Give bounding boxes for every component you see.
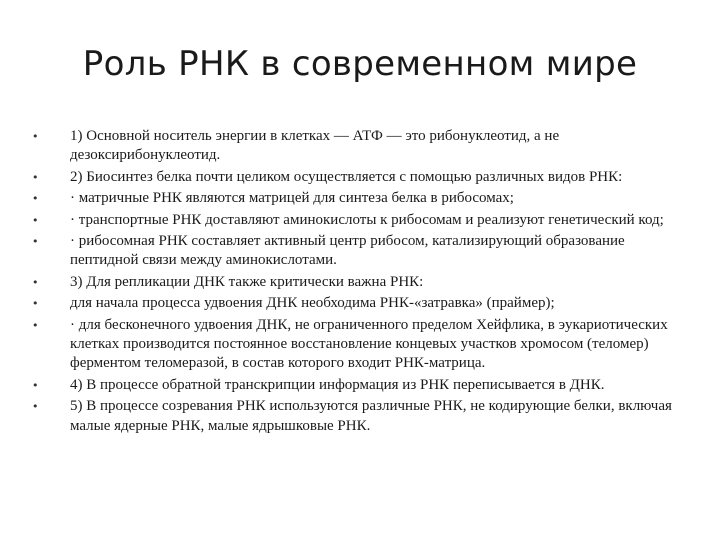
bullet-item (32, 294, 682, 313)
slide-title: Роль РНК в современном мире (82, 44, 638, 84)
bullet-text: · транспортные РНК доставляют аминокислоты к рибосомам и реализуют генетический код; (70, 211, 664, 228)
bullet-item (32, 127, 682, 166)
bullet-text: 2) Биосинтез белка почти целиком осуществляется с помощью различных видов РНК: (70, 168, 623, 185)
bullet-text: · рибосомная РНК составляет активный центр рибосом, катализирующий образование пептидной связи между аминокислотами. (70, 233, 625, 269)
bullet-text: 5) В процессе созревания РНК используются различные РНК, не кодирующие белки, включая малые ядерные РНК, малые ядрышковые РНК. (70, 398, 672, 434)
bullet-item (32, 376, 682, 395)
bullet-icon: • (32, 378, 39, 392)
bullet-icon: • (32, 130, 39, 143)
bullet-icon: • (32, 275, 39, 289)
bullet-item (32, 168, 682, 187)
bullet-text: для начала процесса удвоения ДНК необходима РНК-«затравка» (праймер); (70, 295, 555, 312)
bullet-item (32, 397, 682, 436)
bullet-text: 4) В процессе обратной транскрипции информация из РНК переписывается в ДНК. (70, 376, 605, 393)
bullet-item (32, 232, 682, 271)
bullet-icon: • (32, 297, 39, 311)
bullet-item (32, 189, 682, 208)
bullet-icon: • (32, 235, 39, 249)
bullet-item (32, 273, 682, 292)
bullet-list (32, 127, 682, 438)
bullet-text: 1) Основной носитель энергии в клетках — АТФ — это рибонуклеотид, а не дезоксирибонуклеотид. (70, 128, 560, 164)
bullet-text: 3) Для репликации ДНК также критически важна РНК: (70, 273, 424, 290)
bullet-icon: • (32, 170, 39, 184)
bullet-text: · для бесконечного удвоения ДНК, не ограниченного пределом Хейфлика, в эукариотических клетках производится постоянное восстановление концевых участков хромосом (теломер) ферментом теломеразой, в состав которого входит РНК-матрица. (70, 316, 668, 372)
bullet-item (32, 211, 682, 230)
bullet-icon: • (32, 400, 39, 414)
bullet-text: · матричные РНК являются матрицей для синтеза белка в рибосомах; (70, 190, 514, 207)
bullet-icon: • (32, 318, 39, 332)
bullet-icon: • (32, 192, 39, 206)
bullet-icon: • (32, 213, 39, 227)
bullet-item (32, 316, 682, 374)
